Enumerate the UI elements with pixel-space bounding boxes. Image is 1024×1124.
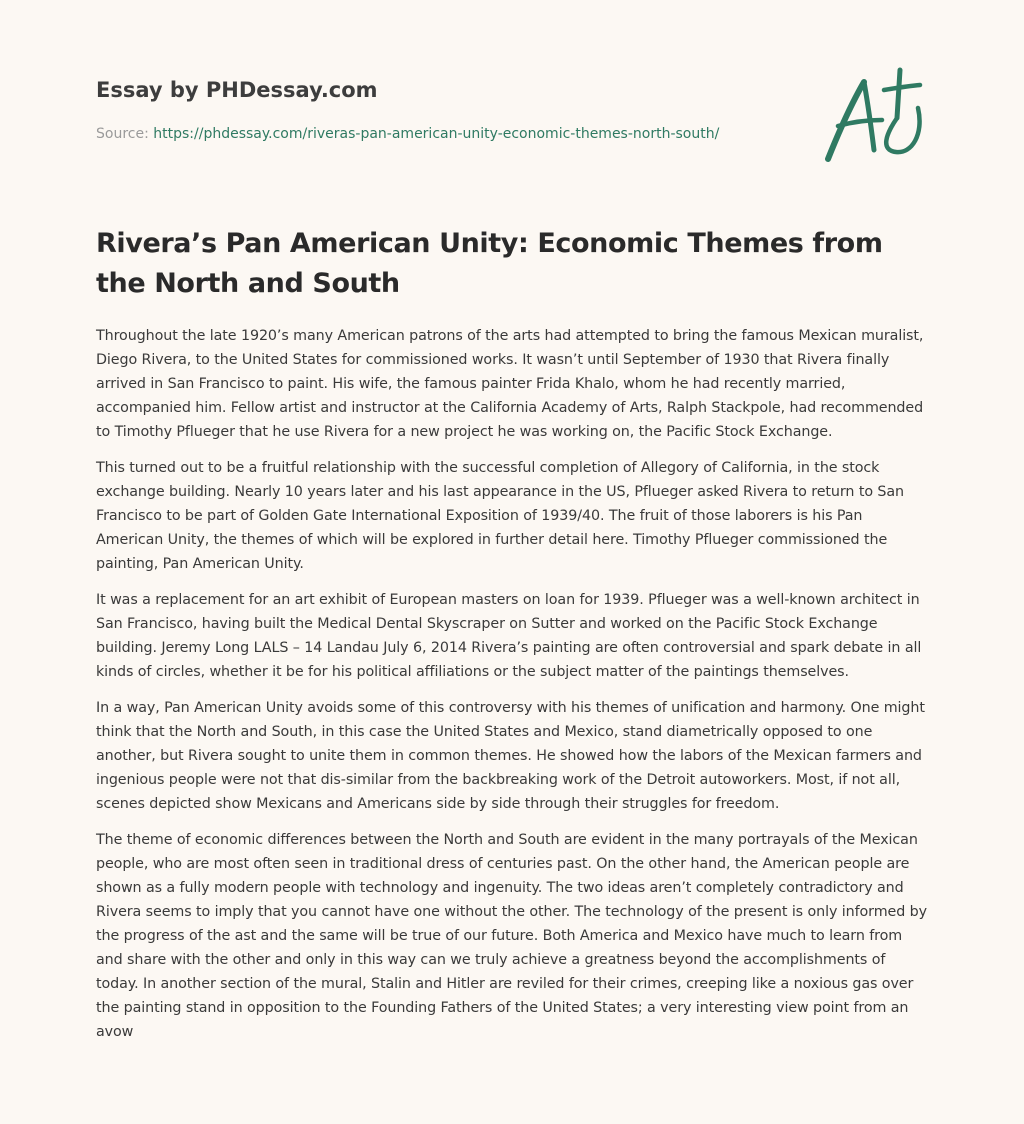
source-label: Source: (96, 126, 149, 142)
essay-title: Rivera’s Pan American Unity: Economic Themes from the North and South (96, 228, 883, 299)
essay-paragraph: The theme of economic differences between the North and South are evident in the many portrayals of the Mexican people, who are most often seen in traditional dress of centuries past. On the other hand, the American people are shown as a fully modern people with technology and ingenuity. The two ideas aren’t completely contradictory and Rivera seems to imply that you cannot have one without the other. The technology of the present is only informed by the progress of the ast and the same will be true of our future. Both America and Mexico have much to learn from and share with the other and only in this way can we truly achieve a greatness beyond the accomplishments of today. In another section of the mural, Stalin and Hitler are reviled for their crimes, creeping like a noxious gas over the painting stand in opposition to the Founding Fathers of the United States; a very interesting view point from an avow (96, 832, 927, 1040)
a-plus-grade-icon (816, 64, 936, 168)
a-plus-logo-graphic (816, 64, 936, 168)
site-title: Essay by PHDessay.com (96, 78, 378, 102)
source-link[interactable]: https://phdessay.com/riveras-pan-american-unity-economic-themes-north-south/ (153, 126, 720, 142)
essay-paragraph: It was a replacement for an art exhibit of European masters on loan for 1939. Pflueger was a well-known architect in San Francisco, having built the Medical Dental Skyscraper on Sutter and worked on the Pacific Stock Exchange building. Jeremy Long LALS – 14 Landau July 6, 2014 Rivera’s painting are often controversial and spark debate in all kinds of circles, whether it be for his political affiliations or the subject matter of the paintings themselves. (96, 592, 922, 680)
essay-body (96, 324, 930, 1056)
essay-paragraph: In a way, Pan American Unity avoids some of this controversy with his themes of unification and harmony. One might think that the North and South, in this case the United States and Mexico, stand diametrically opposed to one another, but Rivera sought to unite them in common themes. He showed how the labors of the Mexican farmers and ingenious people were not that dis-similar from the backbreaking work of the Detroit autoworkers. Most, if not all, scenes depicted show Mexicans and Americans side by side through their struggles for freedom. (96, 700, 925, 812)
source-line (96, 124, 796, 144)
essay-paragraph: Throughout the late 1920’s many American patrons of the arts had attempted to bring the famous Mexican muralist, Diego Rivera, to the United States for commissioned works. It wasn’t until September of 1930 that Rivera finally arrived in San Francisco to paint. His wife, the famous painter Frida Khalo, whom he had recently married, accompanied him. Fellow artist and instructor at the California Academy of Arts, Ralph Stackpole, had recommended to Timothy Pflueger that he use Rivera for a new project he was working on, the Pacific Stock Exchange. (96, 328, 924, 440)
page-header (96, 74, 796, 144)
essay-paragraph: This turned out to be a fruitful relationship with the successful completion of Allegory of California, in the stock exchange building. Nearly 10 years later and his last appearance in the US, Pflueger asked Rivera to return to San Francisco to be part of Golden Gate International Exposition of 1939/40. The fruit of those laborers is his Pan American Unity, the themes of which will be explored in further detail here. Timothy Pflueger commissioned the painting, Pan American Unity. (96, 460, 905, 572)
